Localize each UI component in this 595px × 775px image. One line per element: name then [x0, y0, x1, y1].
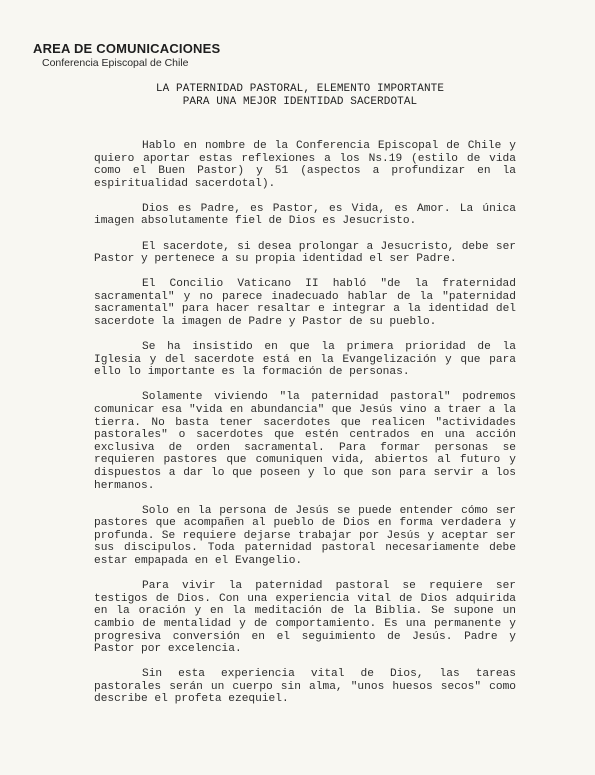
- letterhead: [33, 41, 220, 70]
- paragraph-5: Se ha insistido en que la primera prioridad de la Iglesia y del sacerdote está en la Evangelización y que para ello lo importante es la formación de personas.: [94, 341, 516, 379]
- paragraph-3: El sacerdote, si desea prolongar a Jesucristo, debe ser Pastor y pertenece a su propia identidad el ser Padre.: [94, 240, 516, 266]
- paragraph-4: El Concilio Vaticano II habló "de la fraternidad sacramental" y no parece inadecuado hablar de la "paternidad sacramental" para hacer resaltar e integrar a la identidad del sacerdote la imagen de Padre y Pastor de su pueblo.: [94, 278, 516, 329]
- paragraph-7: Solo en la persona de Jesús se puede entender cómo ser pastores que acompañen al pueblo de Dios en forma verdadera y profunda. Se requiere dejarse trabajar por Jesús y aceptar ser sus discipulos. Toda paternidad pastoral necesariamente debe estar empapada en el Evangelio.: [94, 504, 516, 568]
- paragraph-2: Dios es Padre, es Pastor, es Vida, es Amor. La única imagen absolutamente fiel de Dios es Jesucristo.: [94, 202, 516, 228]
- paragraph-8: Para vivir la paternidad pastoral se requiere ser testigos de Dios. Con una experiencia vital de Dios adquirida en la oración y en la meditación de la Biblia. Se supone un cambio de mentalidad y de comportamiento. Es una permanente y progresiva conversión en el seguimiento de Jesús. Padre y Pastor por excelencia.: [94, 580, 516, 656]
- organization-name: AREA DE COMUNICACIONES: [33, 41, 221, 56]
- organization-subtitle: Conferencia Episcopal de Chile: [42, 57, 189, 69]
- paragraph-1: Hablo en nombre de la Conferencia Episcopal de Chile y quiero aportar estas reflexiones a los Ns.19 (estilo de vida como el Buen Pastor) y 51 (aspectos a profundizar en la espiritualidad sacerdotal).: [94, 140, 516, 190]
- document-body: [94, 140, 516, 718]
- title-line-1: LA PATERNIDAD PASTORAL, ELEMENTO IMPORTANTE: [155, 83, 445, 95]
- paragraph-6: Solamente viviendo "la paternidad pastoral" podremos comunicar esa "vida en abundancia" que Jesús vino a traer a la tierra. No basta tener sacerdotes que realicen "actividades pastorales" o sacerdotes que estén centrados en una acción exclusiva de orden sacramental. Para formar personas se requieren pastores que comuniquen vida, abiertos al futuro y dispuestos a dar lo que poseen y lo que son para servir a los hermanos.: [94, 391, 516, 492]
- document-title: [120, 83, 480, 109]
- title-line-2: PARA UNA MEJOR IDENTIDAD SACERDOTAL: [182, 96, 418, 108]
- paragraph-9: Sin esta experiencia vital de Dios, las tareas pastorales serán un cuerpo sin alma, "unos huesos secos" como describe el profeta ezequiel.: [94, 668, 516, 706]
